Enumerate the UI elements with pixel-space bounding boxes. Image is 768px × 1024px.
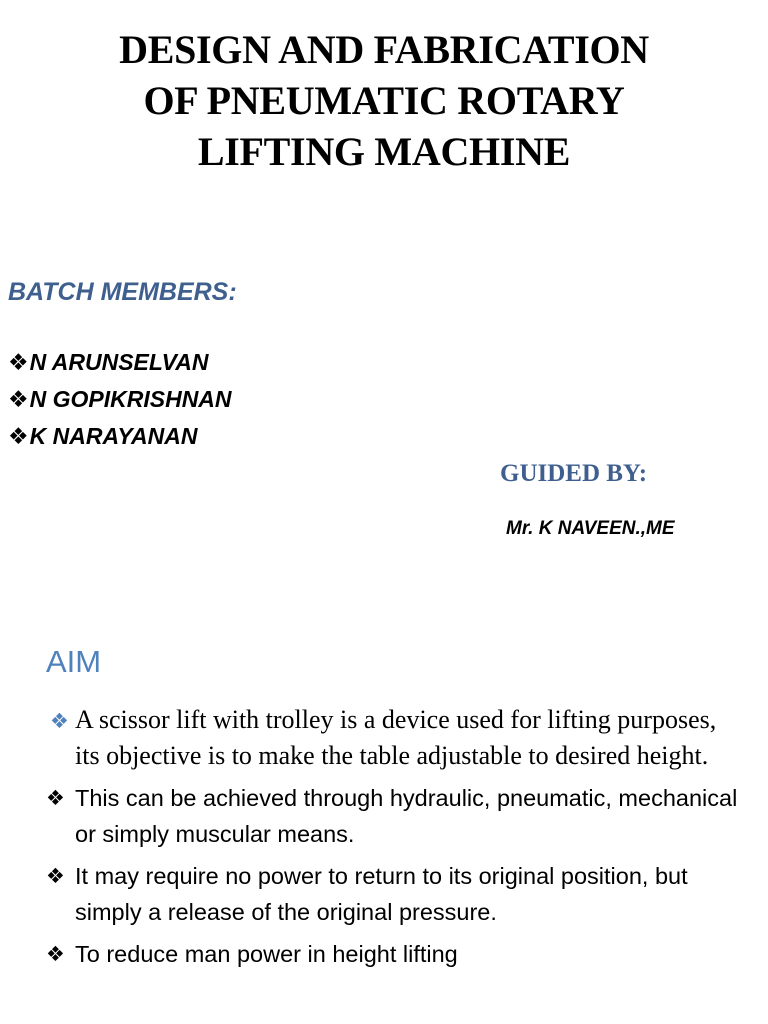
- diamond-bullet-icon: ❖: [46, 864, 65, 888]
- batch-members-heading: BATCH MEMBERS:: [8, 278, 237, 306]
- aim-bullet-text: A scissor lift with trolley is a device used for lifting purposes, its objective is to make the table adjustable to desired height.: [75, 705, 717, 770]
- diamond-bullet-icon: ❖: [8, 350, 29, 376]
- aim-bullet-item: [46, 780, 746, 852]
- aim-slide: [0, 620, 768, 1024]
- member-item: [8, 344, 232, 381]
- title-line: LIFTING MACHINE: [197, 129, 571, 174]
- aim-bullet-list: [46, 702, 746, 978]
- project-title: [0, 24, 768, 177]
- diamond-bullet-icon: ❖: [46, 786, 65, 810]
- aim-bullet-item: [46, 936, 746, 972]
- diamond-bullet-icon: ❖: [50, 709, 69, 733]
- aim-bullet-item: [46, 702, 746, 774]
- aim-bullet-text: This can be achieved through hydraulic, pneumatic, mechanical or simply muscular means.: [75, 785, 738, 847]
- guided-by-label: GUIDED BY:: [500, 460, 648, 487]
- diamond-bullet-icon: ❖: [8, 424, 29, 450]
- member-name: K NARAYANAN: [29, 423, 198, 449]
- title-line: DESIGN AND FABRICATION: [119, 27, 649, 72]
- aim-bullet-text: To reduce man power in height lifting: [75, 941, 458, 967]
- member-name: N GOPIKRISHNAN: [29, 386, 232, 412]
- guide-name: Mr. K NAVEEN.,ME: [506, 518, 675, 539]
- aim-heading: AIM: [46, 644, 102, 679]
- diamond-bullet-icon: ❖: [46, 942, 65, 966]
- aim-bullet-text: It may require no power to return to its original position, but simply a release of the original pressure.: [75, 863, 688, 925]
- member-name: N ARUNSELVAN: [29, 349, 209, 375]
- title-line: OF PNEUMATIC ROTARY: [143, 78, 625, 123]
- diamond-bullet-icon: ❖: [8, 387, 29, 413]
- member-item: [8, 381, 232, 418]
- members-list: [8, 344, 232, 455]
- aim-bullet-item: [46, 858, 746, 930]
- member-item: [8, 418, 232, 455]
